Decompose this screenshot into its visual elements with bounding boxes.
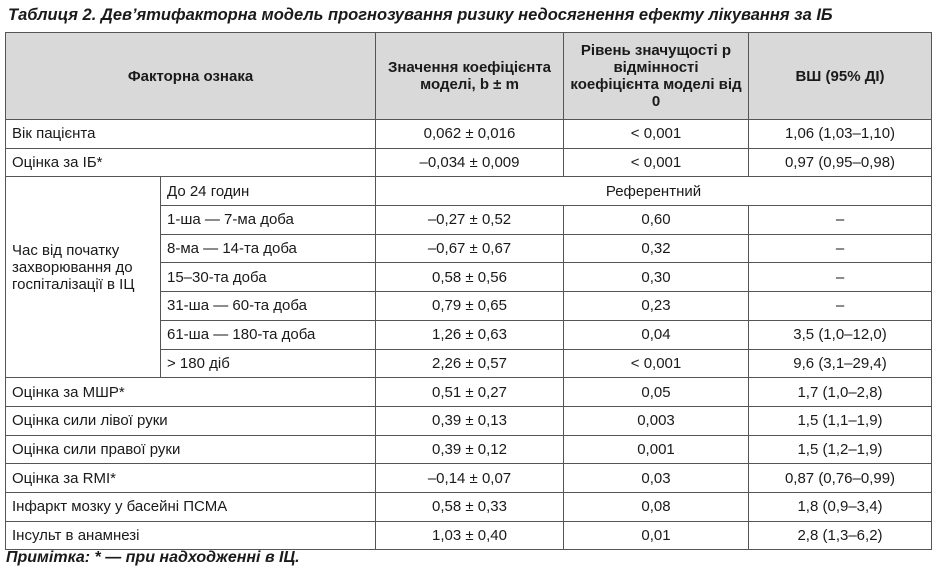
factor-cell: Оцінка за ІБ*	[6, 148, 376, 177]
table-row	[6, 148, 932, 177]
table-row	[6, 378, 932, 407]
coef-cell: 2,26 ± 0,57	[376, 349, 564, 378]
coef-cell: –0,034 ± 0,009	[376, 148, 564, 177]
table-row	[6, 120, 932, 149]
header-odds-ratio: ВШ (95% ДІ)	[749, 33, 932, 120]
p-cell: 0,05	[564, 378, 749, 407]
coef-cell: –0,67 ± 0,67	[376, 234, 564, 263]
or-cell: 1,7 (1,0–2,8)	[749, 378, 932, 407]
table-row	[6, 177, 932, 206]
p-cell: 0,03	[564, 464, 749, 493]
factor-cell: Оцінка сили правої руки	[6, 435, 376, 464]
reference-cell: Референтний	[376, 177, 932, 206]
table-row	[6, 464, 932, 493]
p-cell: < 0,001	[564, 120, 749, 149]
factor-cell: Вік пацієнта	[6, 120, 376, 149]
factor-cell: Інсульт в анамнезі	[6, 521, 376, 550]
or-cell: 1,06 (1,03–1,10)	[749, 120, 932, 149]
or-cell: 1,8 (0,9–3,4)	[749, 492, 932, 521]
header-row	[6, 33, 932, 120]
or-cell: 9,6 (3,1–29,4)	[749, 349, 932, 378]
p-cell: 0,30	[564, 263, 749, 292]
header-factor: Факторна ознака	[6, 33, 376, 120]
or-cell: 0,87 (0,76–0,99)	[749, 464, 932, 493]
coef-cell: 0,58 ± 0,56	[376, 263, 564, 292]
factor-cell: Оцінка за RMI*	[6, 464, 376, 493]
subgroup-cell: 8-ма — 14-та доба	[161, 234, 376, 263]
coef-cell: 0,39 ± 0,13	[376, 406, 564, 435]
or-cell: 1,5 (1,2–1,9)	[749, 435, 932, 464]
coef-cell: 0,51 ± 0,27	[376, 378, 564, 407]
header-coefficient: Значення коефіцієнта моделі, b ± m	[376, 33, 564, 120]
coef-cell: 1,26 ± 0,63	[376, 320, 564, 349]
or-cell: 2,8 (1,3–6,2)	[749, 521, 932, 550]
coef-cell: –0,27 ± 0,52	[376, 206, 564, 235]
coef-cell: 0,58 ± 0,33	[376, 492, 564, 521]
or-cell: –	[749, 263, 932, 292]
subgroup-cell: > 180 діб	[161, 349, 376, 378]
subgroup-cell: До 24 годин	[161, 177, 376, 206]
p-cell: 0,32	[564, 234, 749, 263]
table-caption: Таблиця 2. Дев’ятифакторна модель прогнозування ризику недосягнення ефекту лікування за ІБ	[8, 6, 833, 24]
header-p-value: Рівень значущості p відмінності коефіцієнта моделі від 0	[564, 33, 749, 120]
table-row	[6, 435, 932, 464]
p-cell: 0,04	[564, 320, 749, 349]
table-row	[6, 492, 932, 521]
subgroup-cell: 31-ша — 60-та доба	[161, 292, 376, 321]
coef-cell: 0,39 ± 0,12	[376, 435, 564, 464]
p-cell: 0,08	[564, 492, 749, 521]
data-table	[5, 32, 932, 550]
coef-cell: –0,14 ± 0,07	[376, 464, 564, 493]
factor-cell: Оцінка сили лівої руки	[6, 406, 376, 435]
p-cell: 0,003	[564, 406, 749, 435]
coef-cell: 0,062 ± 0,016	[376, 120, 564, 149]
or-cell: 3,5 (1,0–12,0)	[749, 320, 932, 349]
subgroup-cell: 61-ша — 180-та доба	[161, 320, 376, 349]
or-cell: –	[749, 206, 932, 235]
subgroup-cell: 15–30-та доба	[161, 263, 376, 292]
coef-cell: 1,03 ± 0,40	[376, 521, 564, 550]
factor-cell: Оцінка за МШР*	[6, 378, 376, 407]
or-cell: –	[749, 234, 932, 263]
p-cell: < 0,001	[564, 148, 749, 177]
p-cell: 0,60	[564, 206, 749, 235]
p-cell: 0,001	[564, 435, 749, 464]
factor-cell: Інфаркт мозку у басейні ПСМА	[6, 492, 376, 521]
group-label-cell: Час від початку захворювання до госпіталізації в ІЦ	[6, 177, 161, 378]
p-cell: 0,23	[564, 292, 749, 321]
or-cell: 0,97 (0,95–0,98)	[749, 148, 932, 177]
coef-cell: 0,79 ± 0,65	[376, 292, 564, 321]
table-row	[6, 406, 932, 435]
p-cell: < 0,001	[564, 349, 749, 378]
table-footnote: Примітка: * — при надходженні в ІЦ.	[6, 549, 300, 566]
or-cell: 1,5 (1,1–1,9)	[749, 406, 932, 435]
p-cell: 0,01	[564, 521, 749, 550]
or-cell: –	[749, 292, 932, 321]
subgroup-cell: 1-ша — 7-ма доба	[161, 206, 376, 235]
